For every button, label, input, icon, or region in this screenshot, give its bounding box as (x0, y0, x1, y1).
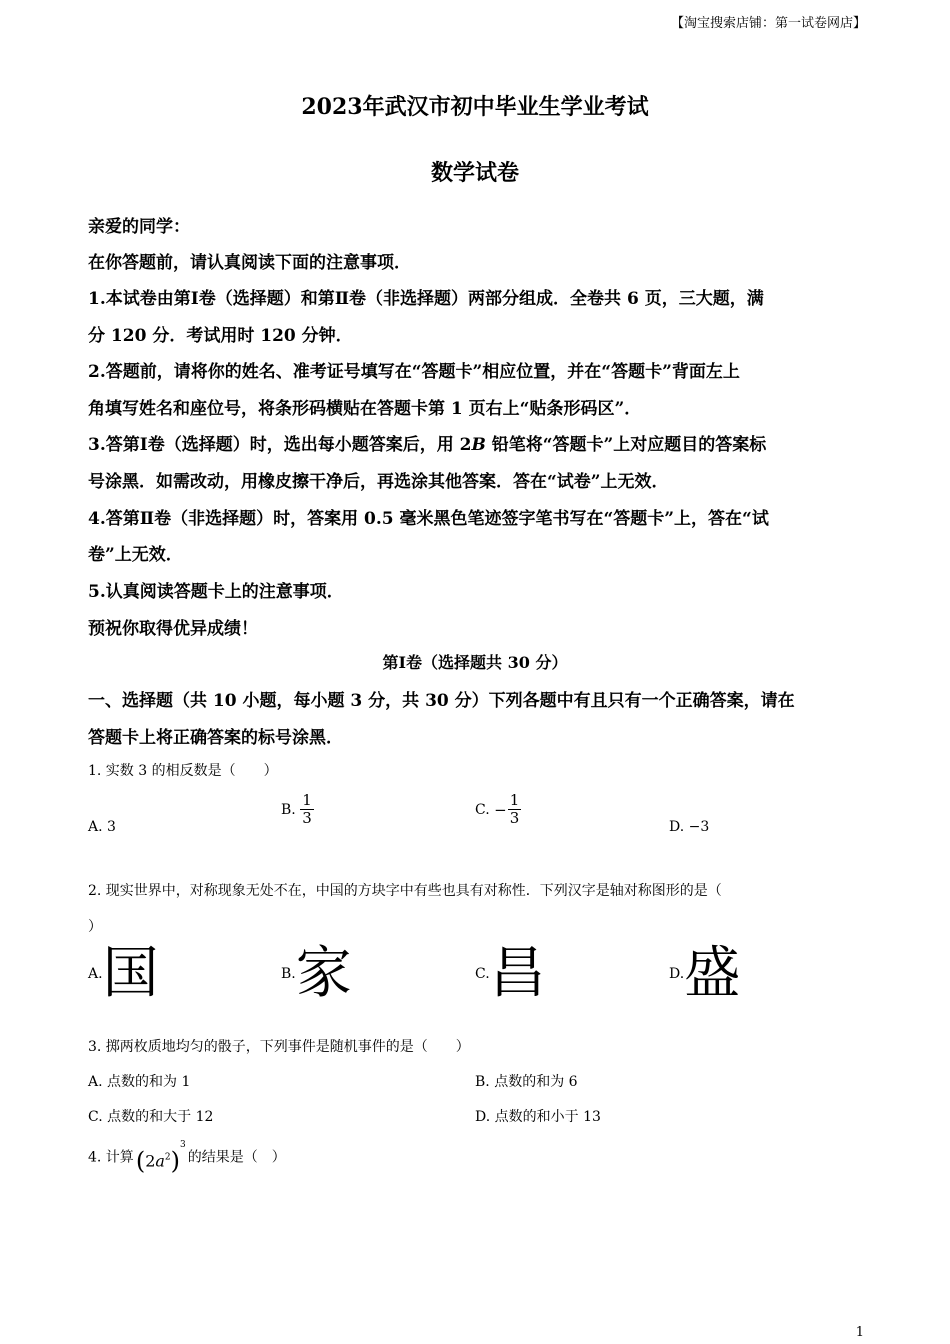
q4-left-paren: ( (135, 1147, 146, 1175)
note-3a-pre: 3.答第Ⅰ卷（选择题）时，选出每小题答案后，用 2 (88, 435, 472, 455)
note-5: 5.认真阅读答题卡上的注意事项． (88, 582, 344, 602)
header-note: 【淘宝搜索店铺：第一试卷网店】 (670, 16, 866, 31)
q2-option-c-char: 昌 (489, 941, 546, 1006)
q1-stem: 1. 实数 3 的相反数是（ ） (88, 763, 278, 779)
exam-subtitle: 数学试卷 (430, 160, 519, 186)
q2-option-d-char: 盛 (684, 941, 741, 1006)
q3-option-a: A. 点数的和为 1 (88, 1074, 191, 1090)
q2-option-a-char: 国 (102, 941, 159, 1006)
note-3a-b: B (471, 435, 486, 455)
note-2a: 2.答题前，请将你的姓名、准考证号填写在“答题卡”相应位置，并在“答题卡”背面左上 (88, 362, 740, 382)
q2-stem-b: ） (88, 919, 102, 935)
q1-b-numerator: 1 (302, 791, 312, 809)
q4-stem (88, 1140, 286, 1175)
q2-option-a (88, 941, 159, 1006)
note-1b: 分 120 分．考试用时 120 分钟． (88, 326, 353, 346)
q1-option-c-label: C. (475, 801, 490, 818)
note-3a-post: 铅笔将“答题卡”上对应题目的答案标 (485, 435, 767, 455)
q4-variable: a (155, 1151, 165, 1171)
q1-option-a: A. 3 (88, 819, 116, 835)
note-1a: 1.本试卷由第Ⅰ卷（选择题）和第Ⅱ卷（非选择题）两部分组成．全卷共 6 页，三大题，满 (88, 289, 764, 309)
q2-stem-a: 2. 现实世界中，对称现象无处不在，中国的方块字中有些也具有对称性．下列汉字是轴对称图形的是（ (88, 883, 722, 899)
part1-instructions-b: 答题卡上将正确答案的标号涂黑． (88, 728, 343, 748)
note-4a: 4.答第Ⅱ卷（非选择题）时，答案用 0.5 毫米黑色笔迹签字笔书写在“答题卡”上，答在“试 (88, 509, 769, 529)
q4-pre: 4. 计算 (88, 1149, 134, 1166)
note-2b: 角填写姓名和座位号，将条形码横贴在答题卡第 1 页右上“贴条形码区”． (88, 399, 642, 419)
q2-option-c (475, 941, 546, 1006)
q1-c-minus: − (494, 800, 507, 819)
exam-title: 2023年武汉市初中毕业生学业考试 (301, 94, 649, 120)
q1-option-c (475, 792, 521, 828)
q1-option-b-fraction (300, 792, 314, 828)
q3-option-d: D. 点数的和小于 13 (475, 1109, 601, 1125)
q2-option-d (669, 941, 741, 1006)
greeting: 亲爱的同学： (88, 217, 190, 237)
wish: 预祝你取得优异成绩！ (88, 619, 258, 639)
q1-option-b (281, 792, 314, 828)
q4-inner-exponent: 2 (164, 1152, 171, 1163)
q2-option-c-label: C. (475, 966, 490, 982)
q2-option-b (281, 941, 352, 1006)
q2-option-b-label: B. (281, 966, 296, 982)
part1-instructions-a: 一、选择题（共 10 小题，每小题 3 分，共 30 分）下列各题中有且只有一个正确答案，请在 (88, 691, 795, 711)
q1-c-numerator: 1 (509, 791, 520, 809)
q1-c-denominator: 3 (509, 809, 520, 828)
note-3a (88, 430, 766, 455)
page-number: 1 (855, 1325, 864, 1340)
q4-right-paren: ) (170, 1147, 181, 1175)
q2-option-d-label: D. (669, 966, 685, 982)
q3-option-c: C. 点数的和大于 12 (88, 1109, 214, 1125)
note-3b: 号涂黑．如需改动，用橡皮擦干净后，再选涂其他答案．答在“试卷”上无效． (88, 472, 669, 492)
q1-b-denominator: 3 (302, 809, 312, 828)
q3-stem: 3. 掷两枚质地均匀的骰子，下列事件是随机事件的是（ ） (88, 1039, 470, 1055)
q1-option-c-fraction (508, 792, 522, 828)
q2-option-b-char: 家 (295, 941, 352, 1006)
q1-option-d: D. −3 (669, 819, 710, 835)
intro-line: 在你答题前，请认真阅读下面的注意事项． (88, 253, 411, 273)
note-4b: 卷”上无效． (88, 545, 183, 565)
section-title: 第Ⅰ卷（选择题共 30 分） (382, 653, 568, 672)
q1-option-b-label: B. (281, 801, 296, 818)
q4-coefficient: 2 (145, 1151, 156, 1171)
q2-option-a-label: A. (88, 966, 103, 982)
q4-post: 的结果是（ ） (187, 1149, 286, 1166)
q4-outer-exponent: 3 (180, 1140, 186, 1150)
q4-expression (136, 1140, 186, 1175)
q3-option-b: B. 点数的和为 6 (475, 1074, 578, 1090)
